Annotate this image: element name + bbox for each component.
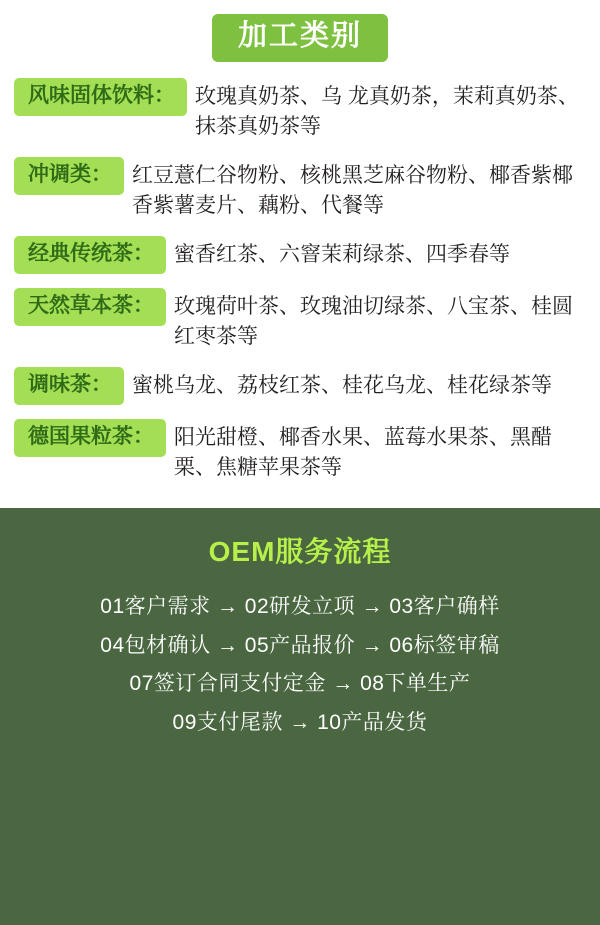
category-label: 冲调类： [14,157,124,195]
oem-service-flow-section [0,508,600,925]
oem-flow-line: 04包材确认 → 05产品报价 → 06标签审稿 [100,633,500,657]
oem-title: OEM服务流程 [208,535,392,567]
category-row [0,236,600,274]
page-title: 加工类别 [212,14,388,62]
category-label: 调味茶： [14,367,124,405]
category-text: 蜜桃乌龙、荔枝红茶、桂花乌龙、桂花绿茶等 [132,373,552,397]
category-label: 经典传统茶： [14,236,166,274]
category-row [0,157,600,222]
category-label: 天然草本茶： [14,288,166,326]
category-text: 玫瑰真奶茶、乌 龙真奶茶，茉莉真奶茶、抹茶真奶茶等 [195,84,579,139]
oem-flow-line: 01客户需求 → 02研发立项 → 03客户确样 [100,594,500,618]
oem-flow-line: 07签订合同支付定金 → 08下单生产 [129,672,471,696]
category-text: 玫瑰荷叶茶、玫瑰油切绿茶、八宝茶、桂圆红枣茶等 [174,294,573,349]
category-text: 阳光甜橙、椰香水果、蓝莓水果茶、黑醋栗、焦糖苹果茶等 [174,425,552,480]
category-label: 德国果粒茶： [14,419,166,457]
category-row [0,367,600,405]
category-label: 风味固体饮料： [14,78,187,116]
main-title-container [0,14,600,62]
category-row [0,78,600,143]
category-row [0,288,600,353]
oem-flow-line: 09支付尾款 → 10产品发货 [172,711,428,735]
category-row [0,419,600,484]
category-text: 红豆薏仁谷物粉、核桃黑芝麻谷物粉、椰香紫椰香紫薯麦片、藕粉、代餐等 [132,163,573,218]
category-text: 蜜香红茶、六窨茉莉绿茶、四季春等 [174,242,510,266]
